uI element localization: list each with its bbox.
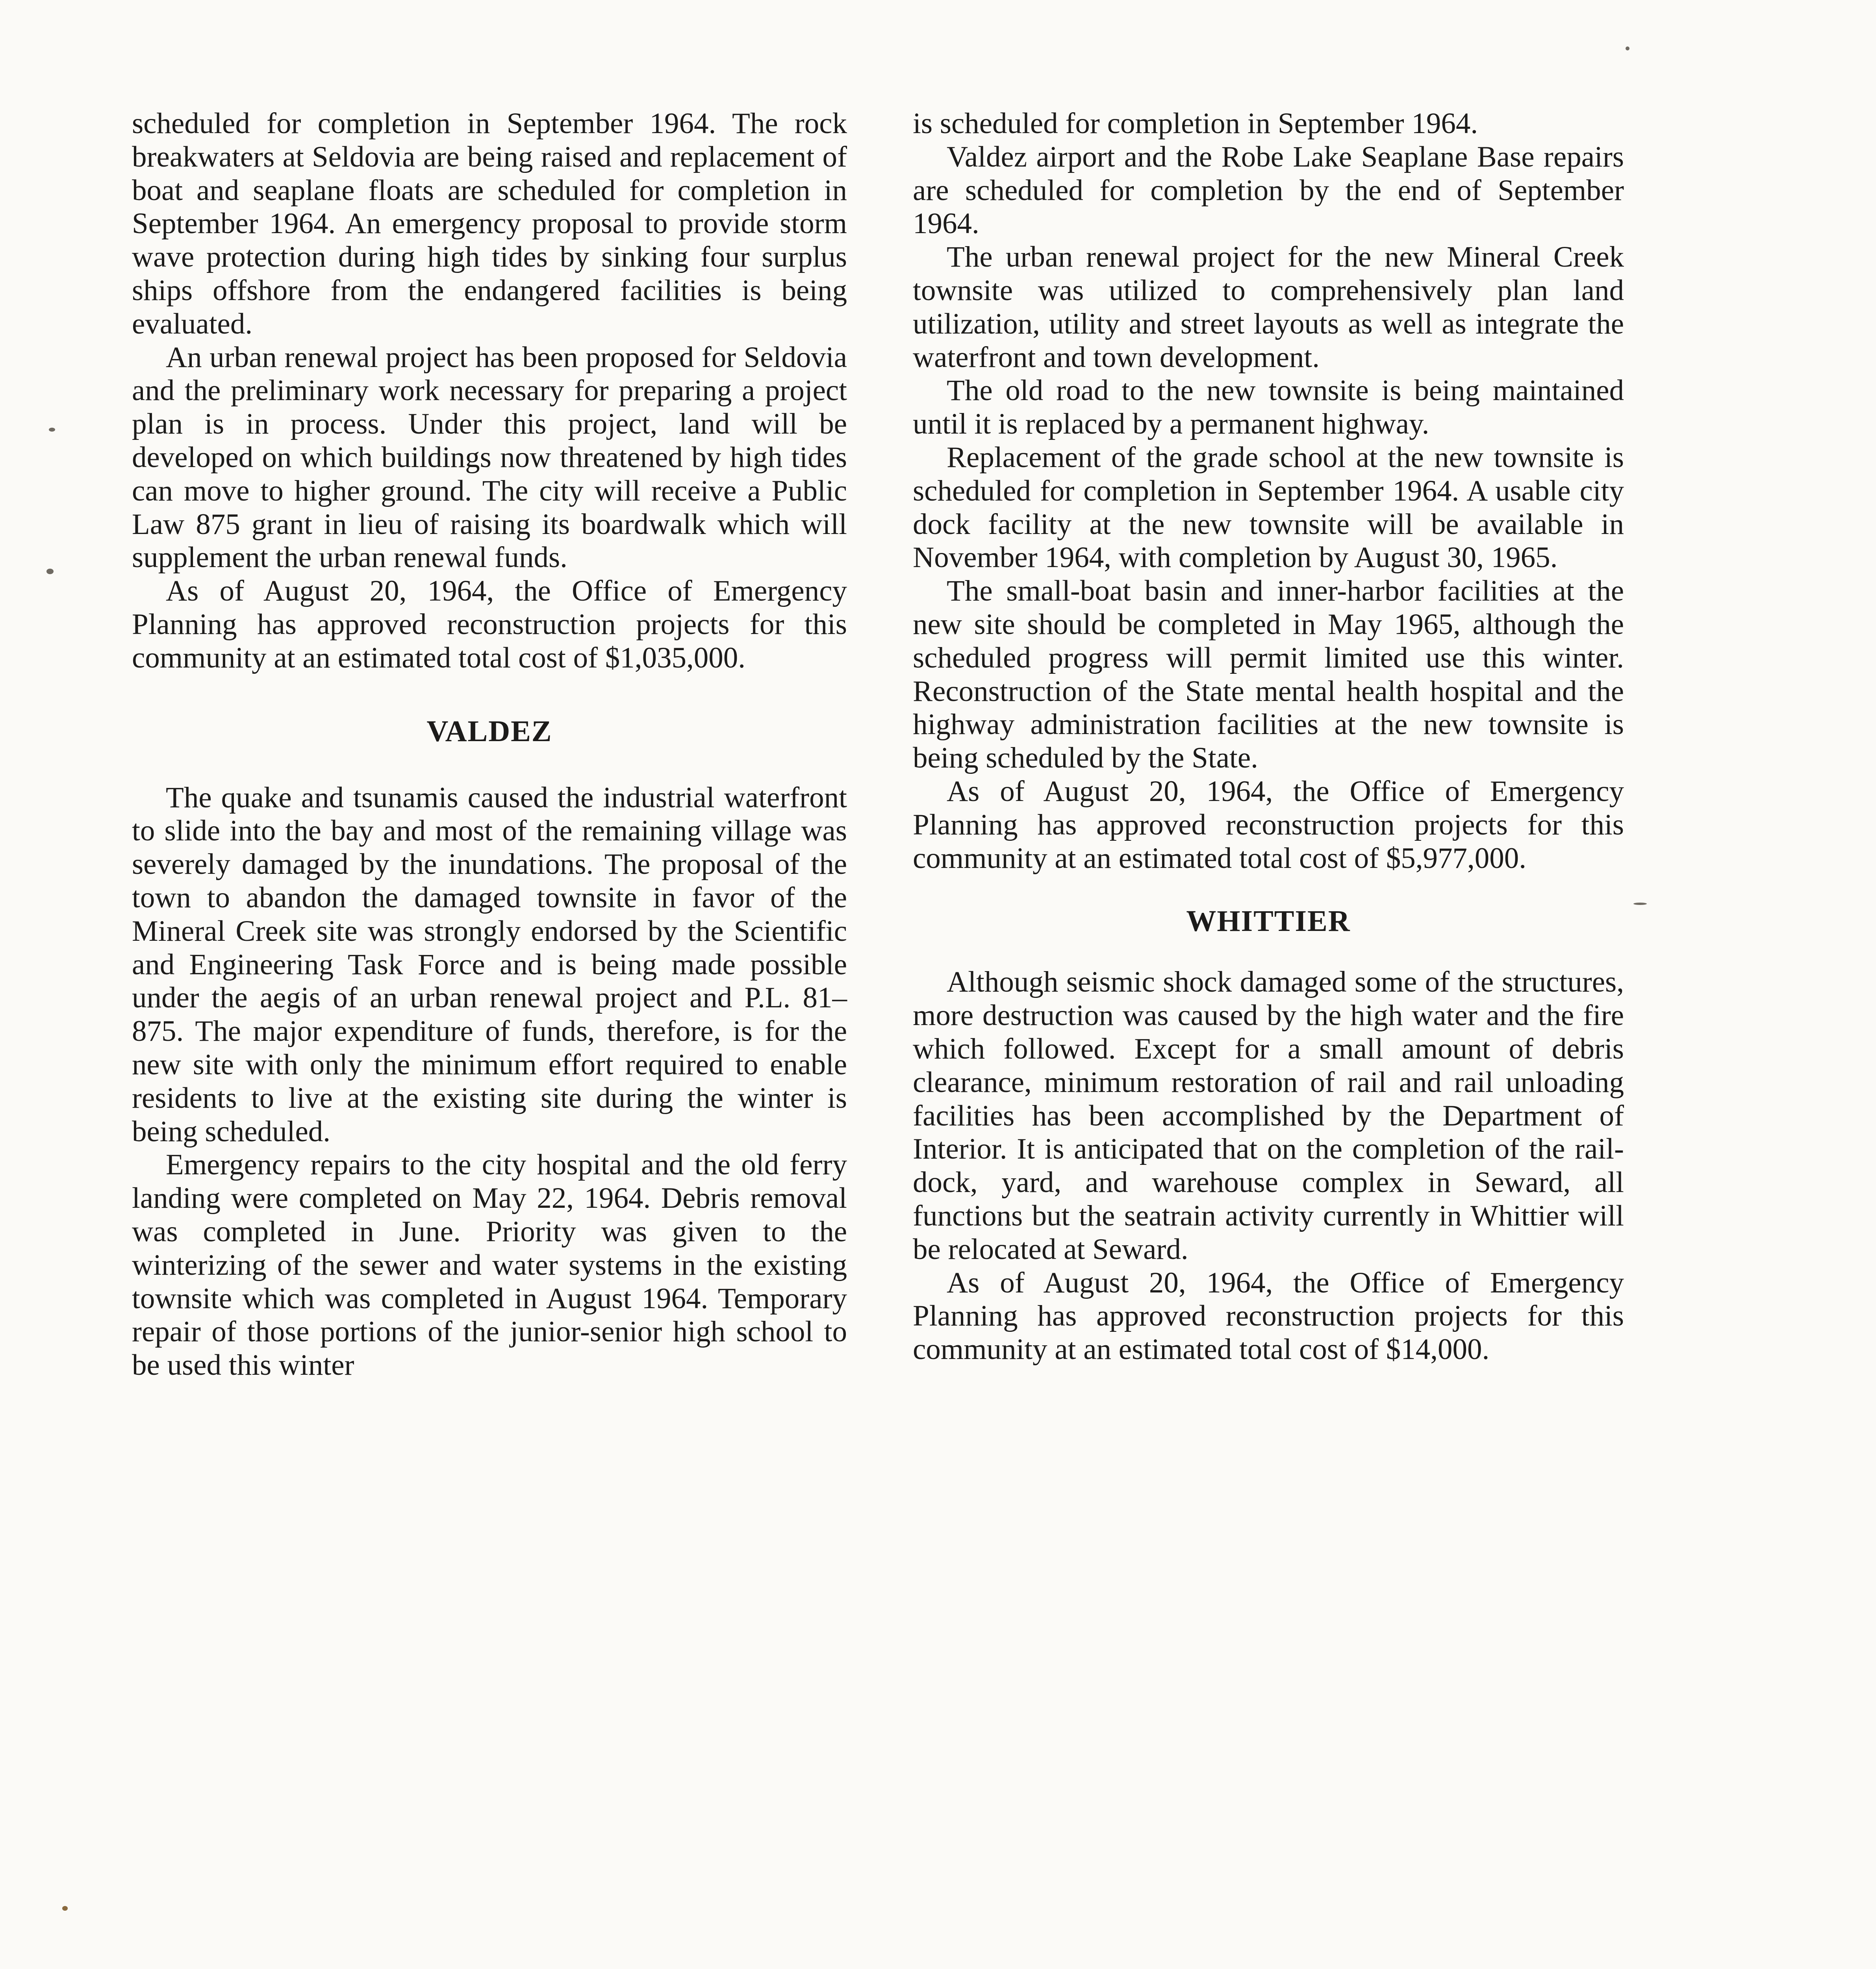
scan-speck bbox=[46, 569, 54, 574]
whittier-damage-paragraph: Although seismic shock damaged some of the structures, more destruction was caused by the high water and the fire which followed. Except for a small amount of debris clearance, minimum restoration of rail and rail unloading facilities has been accomplished by the Department of Interior. It is anticipated that on the completion of the rail-dock, yard, and warehouse complex in Seward, all functions but the seatrain activity currently in Whittier will be relocated at Seward. bbox=[913, 966, 1624, 1266]
valdez-school-paragraph-continued: is scheduled for completion in September 1964. bbox=[913, 107, 1478, 140]
scan-speck bbox=[62, 1906, 68, 1911]
left-column bbox=[132, 107, 847, 1382]
seldovia-urban-renewal-paragraph: An urban renewal project has been proposed for Seldovia and the preliminary work necessary for preparing a project plan is in process. Under this project, land will be developed on which buildings now threatened by high tides can move to higher ground. The city will receive a Public Law 875 grant in lieu of raising its boardwalk which will supplement the urban renewal funds. bbox=[132, 341, 847, 574]
scan-speck bbox=[1633, 903, 1647, 905]
valdez-boat-basin-paragraph: The small-boat basin and inner-harbor facilities at the new site should be completed in May 1965, although the scheduled progress will permit limited use this winter. Reconstruction of the State mental health hospital and the highway administration facilities at the new townsite is being scheduled by the State. bbox=[913, 575, 1624, 775]
whittier-heading: WHITTIER bbox=[1186, 905, 1351, 938]
scan-speck bbox=[1626, 46, 1629, 50]
right-column bbox=[913, 107, 1624, 1366]
valdez-cost-paragraph: As of August 20, 1964, the Office of Emergency Planning has approved reconstruction projects for this community at an estimated total cost of $5,977,000. bbox=[913, 775, 1624, 875]
valdez-emergency-repairs-paragraph: Emergency repairs to the city hospital and the old ferry landing were completed on May 22, 1964. Debris removal was completed in June. Priority was given to the winterizing of the sewer and water systems in the existing townsite which was completed in August 1964. Temporary repair of those portions of the junior-senior high school to be used this winter bbox=[132, 1148, 847, 1382]
valdez-heading: VALDEZ bbox=[426, 714, 552, 748]
valdez-urban-renewal-paragraph: The urban renewal project for the new Mineral Creek townsite was utilized to comprehensively plan land utilization, utility and street layouts as well as integrate the waterfront and town development. bbox=[913, 241, 1624, 374]
valdez-quake-paragraph: The quake and tsunamis caused the industrial waterfront to slide into the bay and most of the remaining village was severely damaged by the inundations. The proposal of the town to abandon the damaged townsite in favor of the Mineral Creek site was strongly endorsed by the Scientific and Engineering Task Force and is being made possible under the aegis of an urban renewal project and P.L. 81–875. The major expenditure of funds, therefore, is for the new site with only the minimum effort required to enable residents to live at the existing site during the winter is being scheduled. bbox=[132, 781, 847, 1148]
whittier-cost-paragraph: As of August 20, 1964, the Office of Emergency Planning has approved reconstruction projects for this community at an estimated total cost of $14,000. bbox=[913, 1266, 1624, 1366]
scan-speck bbox=[49, 428, 55, 432]
seldovia-cost-paragraph: As of August 20, 1964, the Office of Emergency Planning has approved reconstruction projects for this community at an estimated total cost of $1,035,000. bbox=[132, 575, 847, 674]
valdez-old-road-paragraph: The old road to the new townsite is being maintained until it is replaced by a permanent highway. bbox=[913, 374, 1624, 441]
valdez-airport-paragraph: Valdez airport and the Robe Lake Seaplane Base repairs are scheduled for completion by the end of September 1964. bbox=[913, 140, 1624, 240]
valdez-grade-school-paragraph: Replacement of the grade school at the new townsite is scheduled for completion in September 1964. A usable city dock facility at the new townsite will be available in November 1964, with completion by August 30, 1965. bbox=[913, 441, 1624, 574]
seldovia-paragraph-continued: scheduled for completion in September 1964. The rock breakwaters at Seldovia are being raised and replacement of boat and seaplane floats are scheduled for completion in September 1964. An emergency proposal to provide storm wave protection during high tides by sinking four surplus ships offshore from the endangered facilities is being evaluated. bbox=[132, 107, 847, 340]
